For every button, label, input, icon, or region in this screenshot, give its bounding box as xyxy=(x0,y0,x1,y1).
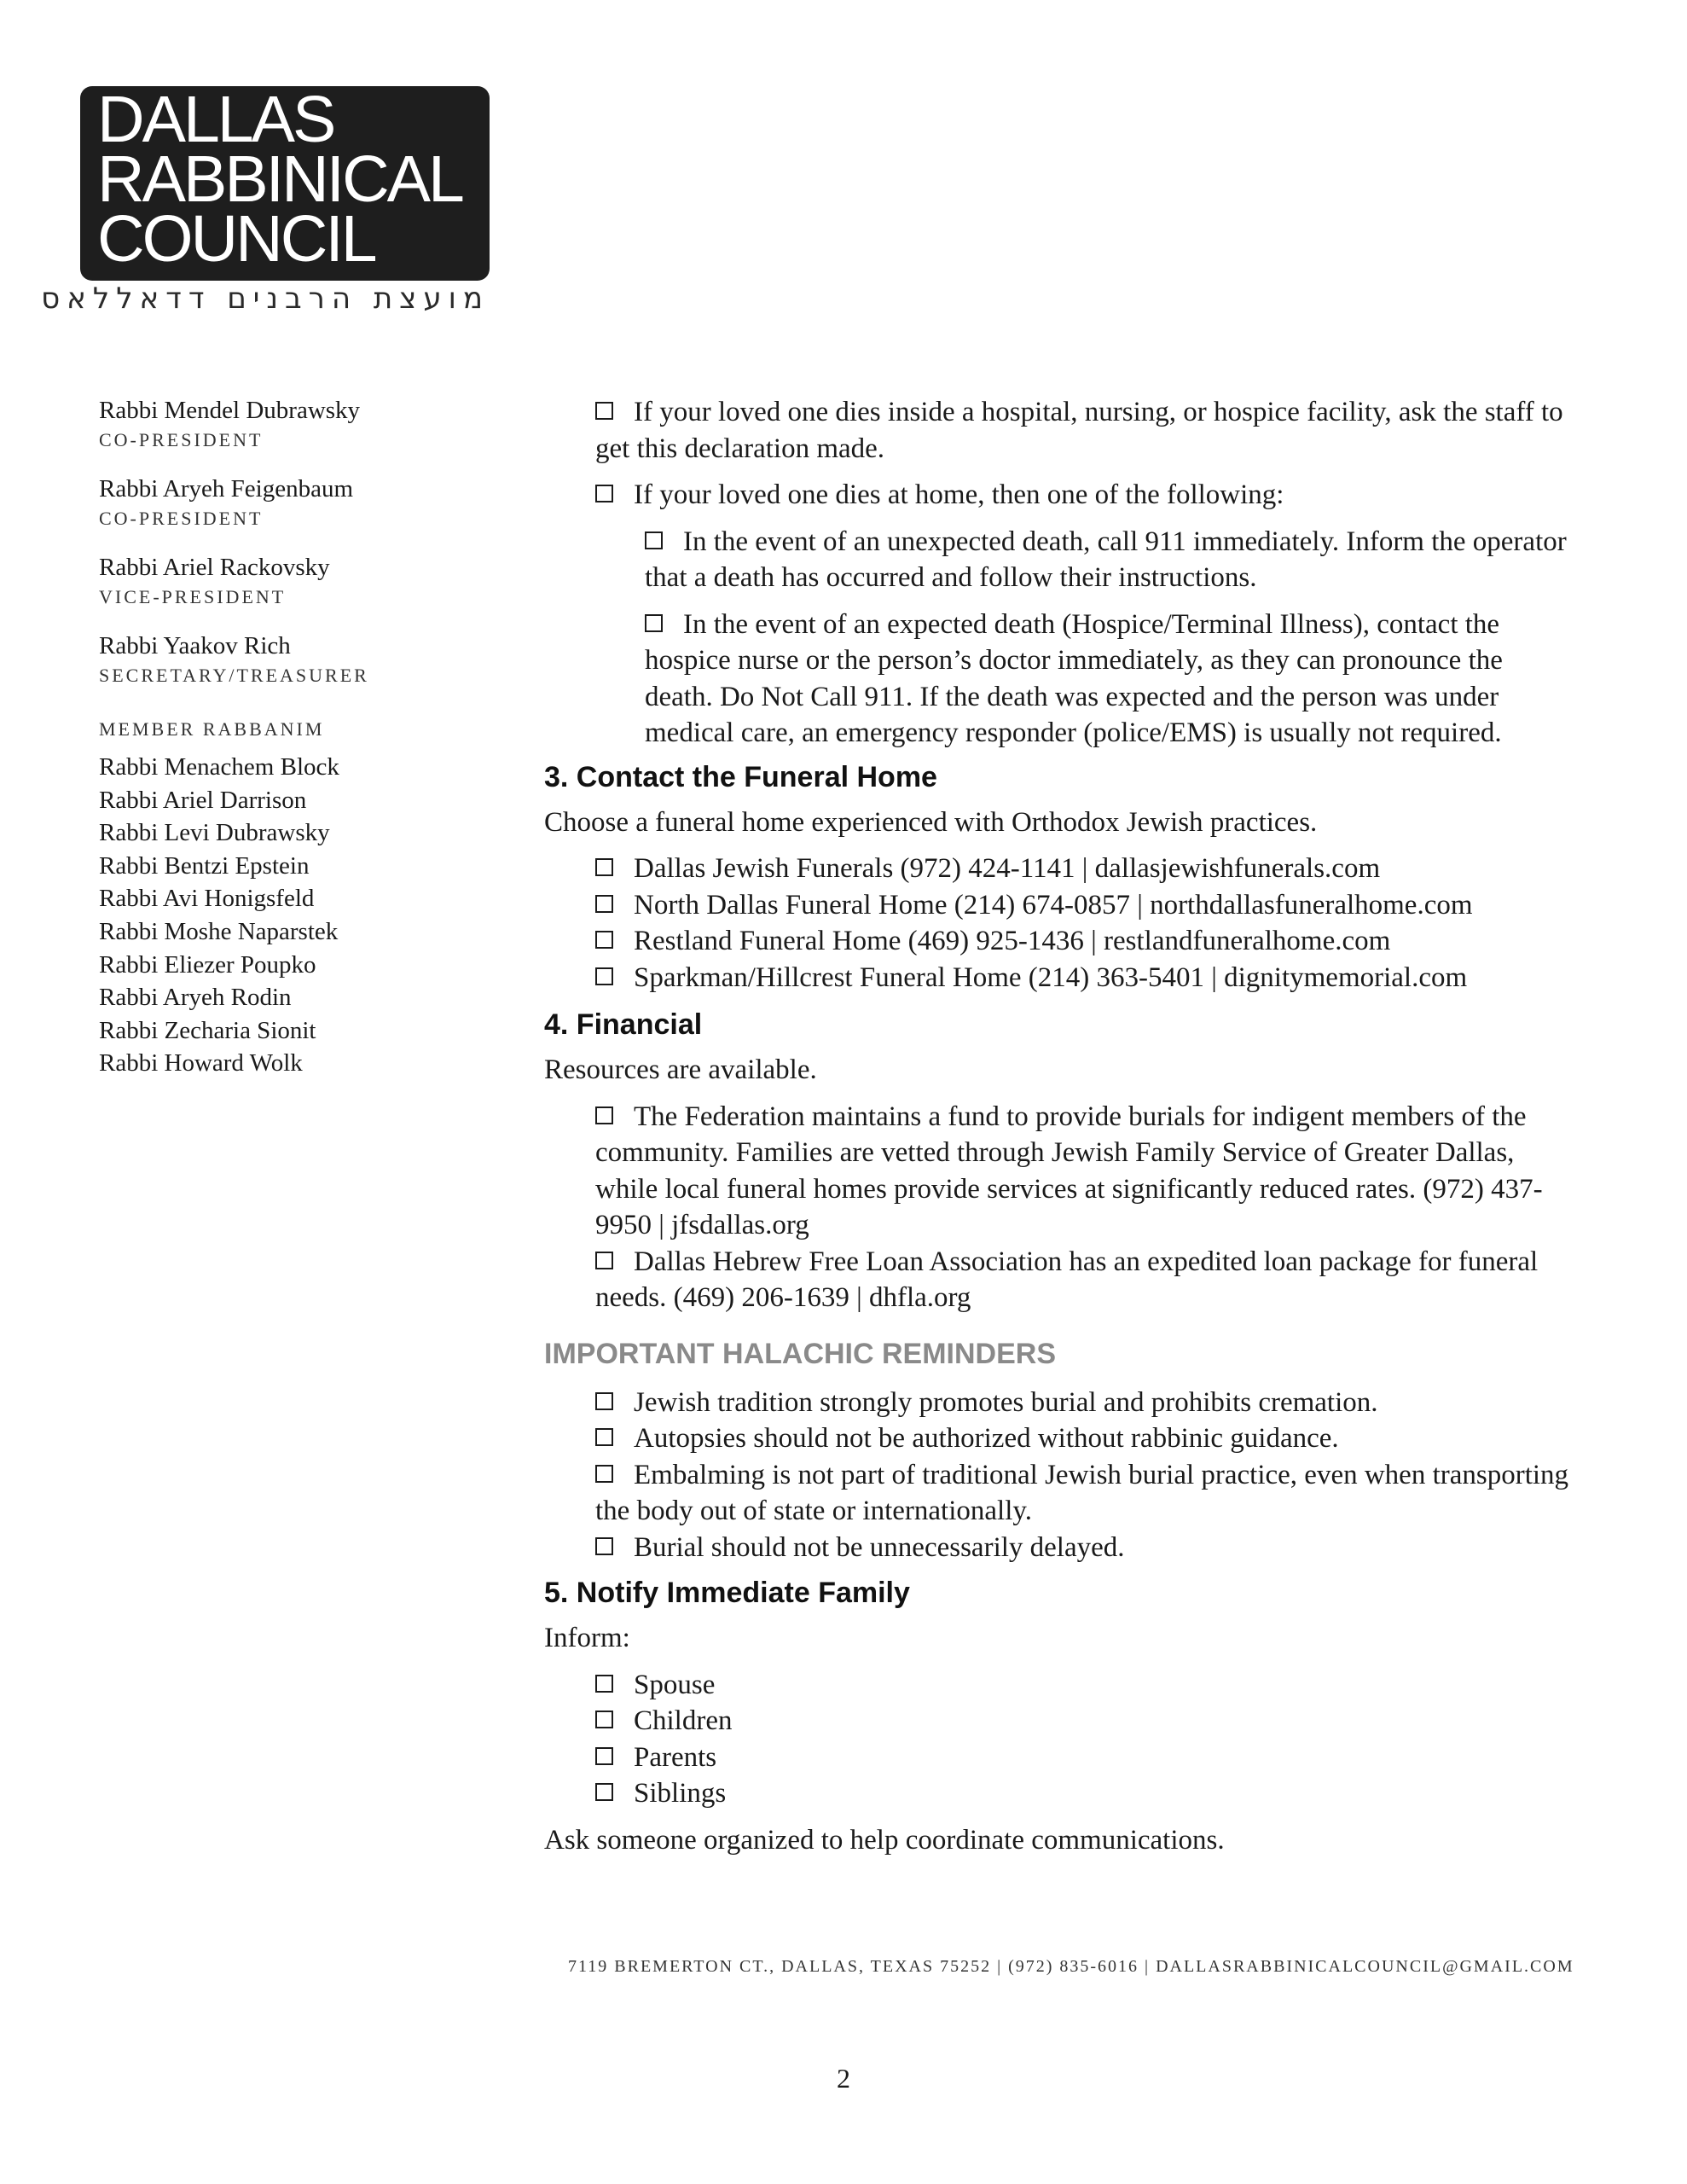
list-item xyxy=(595,1703,1576,1740)
council-logo xyxy=(80,86,490,281)
member-name: Rabbi Levi Dubrawsky xyxy=(99,819,330,847)
main-content xyxy=(544,394,1576,1868)
item-text: Burial should not be unnecessarily delayed. xyxy=(634,1531,1125,1563)
checkbox[interactable] xyxy=(595,1465,613,1483)
checklist-item-home xyxy=(544,477,1576,514)
item-text: Parents xyxy=(634,1741,717,1773)
section-3-heading: 3. Contact the Funeral Home xyxy=(544,760,937,793)
members-heading: MEMBER RABBANIM xyxy=(99,718,325,740)
checkbox[interactable] xyxy=(595,1711,613,1728)
list-item xyxy=(595,960,1576,996)
list-item xyxy=(595,1775,1576,1812)
list-item xyxy=(595,1457,1576,1530)
checkbox[interactable] xyxy=(595,1783,613,1801)
checklist-item-expected xyxy=(544,607,1576,752)
list-item xyxy=(595,1740,1576,1776)
officer-role: VICE-PRESIDENT xyxy=(99,586,287,607)
list-item xyxy=(595,1667,1576,1704)
item-text: If your loved one dies inside a hospital, nursing, or hospice facility, ask the staff to get this declaration made. xyxy=(595,397,1563,464)
officer-role: CO-PRESIDENT xyxy=(99,429,264,450)
member-name: Rabbi Avi Honigsfeld xyxy=(99,885,315,913)
checkbox[interactable] xyxy=(595,895,613,913)
logo-line-3: COUNCIL xyxy=(97,202,375,276)
item-text: Sparkman/Hillcrest Funeral Home (214) 363-5401 | dignitymemorial.com xyxy=(634,961,1468,993)
item-text: Jewish tradition strongly promotes burial and prohibits cremation. xyxy=(634,1386,1378,1418)
checkbox[interactable] xyxy=(645,614,663,632)
member-name: Rabbi Moshe Naparstek xyxy=(99,917,339,945)
list-item xyxy=(595,1244,1576,1316)
section-5-intro: Inform: xyxy=(544,1623,630,1653)
halachic-heading: IMPORTANT HALACHIC REMINDERS xyxy=(544,1337,1057,1370)
checkbox[interactable] xyxy=(645,531,663,549)
footer-contact: 7119 BREMERTON CT., DALLAS, TEXAS 75252 | (972) 835-6016 | DALLASRABBINICALCOUNCIL@GMAIL.COM xyxy=(568,1957,1574,1976)
section-4-heading: 4. Financial xyxy=(544,1008,703,1041)
checkbox[interactable] xyxy=(595,1675,613,1693)
list-item xyxy=(595,1530,1576,1566)
list-item xyxy=(595,923,1576,960)
checkbox[interactable] xyxy=(595,1107,613,1124)
officer-entry xyxy=(99,551,457,611)
member-name: Rabbi Bentzi Epstein xyxy=(99,851,310,880)
family-list xyxy=(595,1667,1576,1812)
section-5-closing: Ask someone organized to help coordinate communications. xyxy=(544,1824,1225,1856)
page-number: 2 xyxy=(837,2063,850,2094)
officer-role: CO-PRESIDENT xyxy=(99,508,264,529)
logo-line-1: DALLAS xyxy=(97,86,334,156)
checklist-item-hospital xyxy=(544,394,1576,467)
member-name: Rabbi Aryeh Rodin xyxy=(99,984,292,1012)
item-text: Autopsies should not be authorized without rabbinic guidance. xyxy=(634,1423,1339,1454)
checkbox[interactable] xyxy=(595,967,613,985)
member-name: Rabbi Zecharia Sionit xyxy=(99,1016,316,1044)
logo-hebrew-name: מועצת הרבנים דדאללאס xyxy=(41,282,490,316)
member-name: Rabbi Eliezer Poupko xyxy=(99,950,316,979)
list-item xyxy=(595,1099,1576,1244)
financial-list xyxy=(544,1099,1576,1316)
checkbox[interactable] xyxy=(595,1428,613,1446)
section-3-intro: Choose a funeral home experienced with Orthodox Jewish practices. xyxy=(544,806,1318,838)
officer-name: Rabbi Aryeh Feigenbaum xyxy=(99,475,354,502)
officer-entry xyxy=(99,630,457,689)
item-text: Spouse xyxy=(634,1669,716,1700)
officer-role: SECRETARY/TREASURER xyxy=(99,665,369,686)
list-item xyxy=(595,1385,1576,1421)
funeral-home-list xyxy=(595,851,1576,996)
member-name: Rabbi Menachem Block xyxy=(99,753,339,781)
officer-entry xyxy=(99,473,457,532)
halachic-list xyxy=(544,1385,1576,1566)
item-text: Restland Funeral Home (469) 925-1436 | restlandfuneralhome.com xyxy=(634,926,1391,956)
list-item xyxy=(595,887,1576,924)
member-name: Rabbi Ariel Darrison xyxy=(99,786,307,814)
leadership-sidebar xyxy=(99,394,457,1080)
item-text: Children xyxy=(634,1705,733,1736)
checkbox[interactable] xyxy=(595,1747,613,1765)
checkbox[interactable] xyxy=(595,858,613,876)
item-text: Dallas Hebrew Free Loan Association has an expedited loan package for funeral needs. (469) 206-1639 | dhfla.org xyxy=(595,1246,1539,1313)
checklist-item-unexpected xyxy=(544,524,1576,596)
logo-line-2: RABBINICAL xyxy=(97,142,462,216)
officer-name: Rabbi Mendel Dubrawsky xyxy=(99,397,361,424)
checkbox[interactable] xyxy=(595,931,613,949)
list-item xyxy=(595,851,1576,887)
item-text: The Federation maintains a fund to provide burials for indigent members of the community. Families are vetted through Jewish Family Service of Greater Dallas, while local funeral homes provide services at significantly reduced rates. (972) 437-9950 | jfsdallas.org xyxy=(595,1101,1543,1240)
checkbox[interactable] xyxy=(595,1537,613,1555)
officer-name: Rabbi Ariel Rackovsky xyxy=(99,554,330,581)
item-text: If your loved one dies at home, then one of the following: xyxy=(634,479,1284,510)
list-item xyxy=(595,1420,1576,1457)
officer-name: Rabbi Yaakov Rich xyxy=(99,632,291,659)
member-name: Rabbi Howard Wolk xyxy=(99,1049,303,1077)
item-text: Siblings xyxy=(634,1778,727,1809)
checkbox[interactable] xyxy=(595,485,613,502)
item-text: Embalming is not part of traditional Jewish burial practice, even when transporting the body out of state or internationally. xyxy=(595,1459,1569,1526)
checkbox[interactable] xyxy=(595,1252,613,1269)
officer-entry xyxy=(99,394,457,454)
item-text: In the event of an expected death (Hospice/Terminal Illness), contact the hospice nurse or the person’s doctor immediately, as they can pronounce the death. Do Not Call 911. If the death was expected and the person was under medical care, an emergency responder (police/EMS) is usually not required. xyxy=(645,608,1503,748)
checkbox[interactable] xyxy=(595,1392,613,1410)
item-text: North Dallas Funeral Home (214) 674-0857 | northdallasfuneralhome.com xyxy=(634,889,1473,921)
section-4-intro: Resources are available. xyxy=(544,1054,817,1085)
section-5-heading: 5. Notify Immediate Family xyxy=(544,1577,910,1609)
checkbox[interactable] xyxy=(595,402,613,420)
item-text: Dallas Jewish Funerals (972) 424-1141 | dallasjewishfunerals.com xyxy=(634,853,1381,884)
item-text: In the event of an unexpected death, call 911 immediately. Inform the operator that a death has occurred and follow their instructions. xyxy=(645,526,1567,593)
